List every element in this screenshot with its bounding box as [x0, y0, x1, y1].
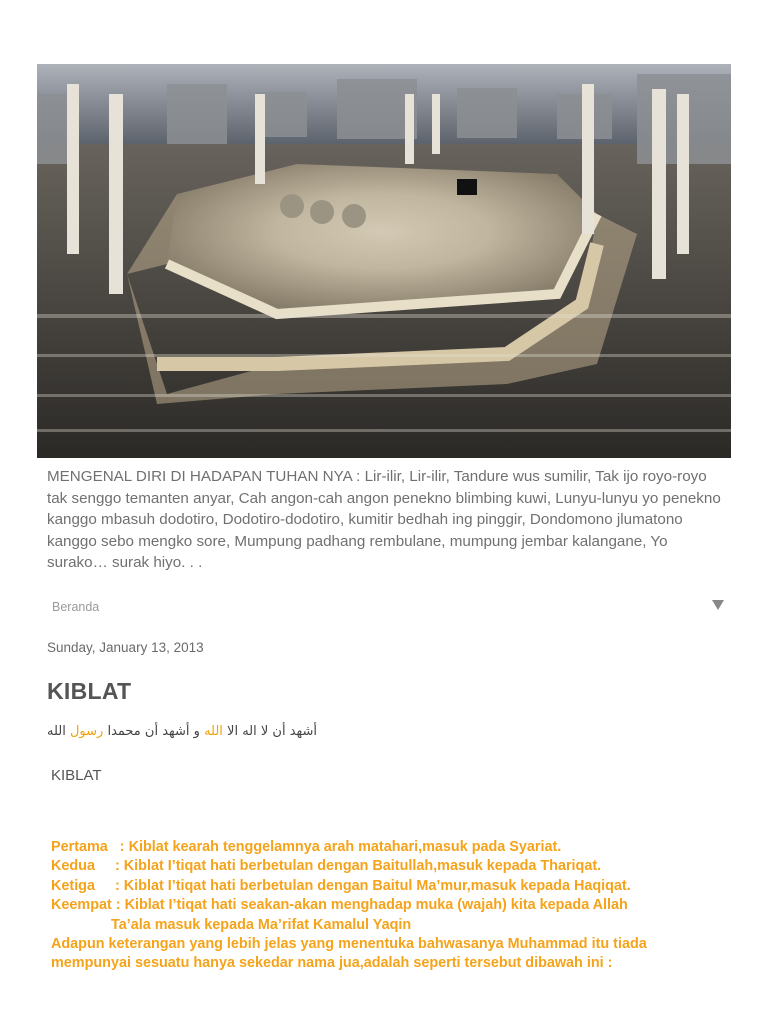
rasul-link[interactable]: رسول [69, 724, 104, 739]
post-title[interactable]: KIBLAT [47, 678, 132, 704]
blog-description: MENGENAL DIRI DI HADAPAN TUHAN NYA : Lir-ilir, Lir-ilir, Tandure wus sumilir, Tak ijo royo-royo tak senggo temanten anyar, Cah angon-cah angon penekno blimbing kuwi, Lunyu-lunyu yo penekno kanggo mbasuh dodotiro, Dodotiro-dodotiro, kumitir bedhah ing pinggir, Dondomono jlumatono kanggo sebo mengko sore, Mumpung padhang rembulane, mumpung jembar kalangane, Yo surako… surak hiyo. . . [47, 468, 721, 571]
post-date: Sunday, January 13, 2013 [47, 640, 204, 655]
home-link[interactable]: Beranda [52, 600, 100, 614]
doctrine-paragraph: Adapun keterangan yang lebih jelas yang menentuka bahwasanya Muhammad itu tiada mempunyai sesuatu hanya sekedar nama jua,adalah seperti tersebut dibawah ini : [51, 936, 647, 972]
mosque-photo [37, 64, 731, 458]
shahada-text: و أشهد أن محمدا [103, 724, 205, 739]
shahada-text: أشهد أن لا اله الا [222, 724, 318, 739]
shahada-line [47, 724, 337, 739]
kiblat-doctrine [51, 838, 721, 974]
header-image [37, 64, 731, 458]
allah-link[interactable]: الله [204, 724, 223, 739]
post-subtitle: KIBLAT [51, 767, 102, 784]
dropdown-triangle-icon[interactable] [712, 600, 724, 610]
shahada-text: الله [47, 724, 70, 739]
doctrine-line: Ta’ala masuk kepada Ma’rifat Kamalul Yaqin [51, 916, 412, 933]
doctrine-line: Pertama : Kiblat kearah tenggelamnya arah matahari,masuk pada Syariat. [51, 839, 562, 855]
doctrine-line: Ketiga : Kiblat I’tiqat hati berbetulan dengan Baitul Ma’mur,masuk kepada Haqiqat. [51, 877, 631, 894]
doctrine-line: Kedua : Kiblat I’tiqat hati berbetulan dengan Baitullah,masuk kepada Thariqat. [51, 858, 602, 875]
doctrine-line: Keempat : Kiblat I’tiqat hati seakan-akan menghadap muka (wajah) kita kepada Allah [51, 897, 628, 914]
page-navigation [52, 598, 724, 620]
